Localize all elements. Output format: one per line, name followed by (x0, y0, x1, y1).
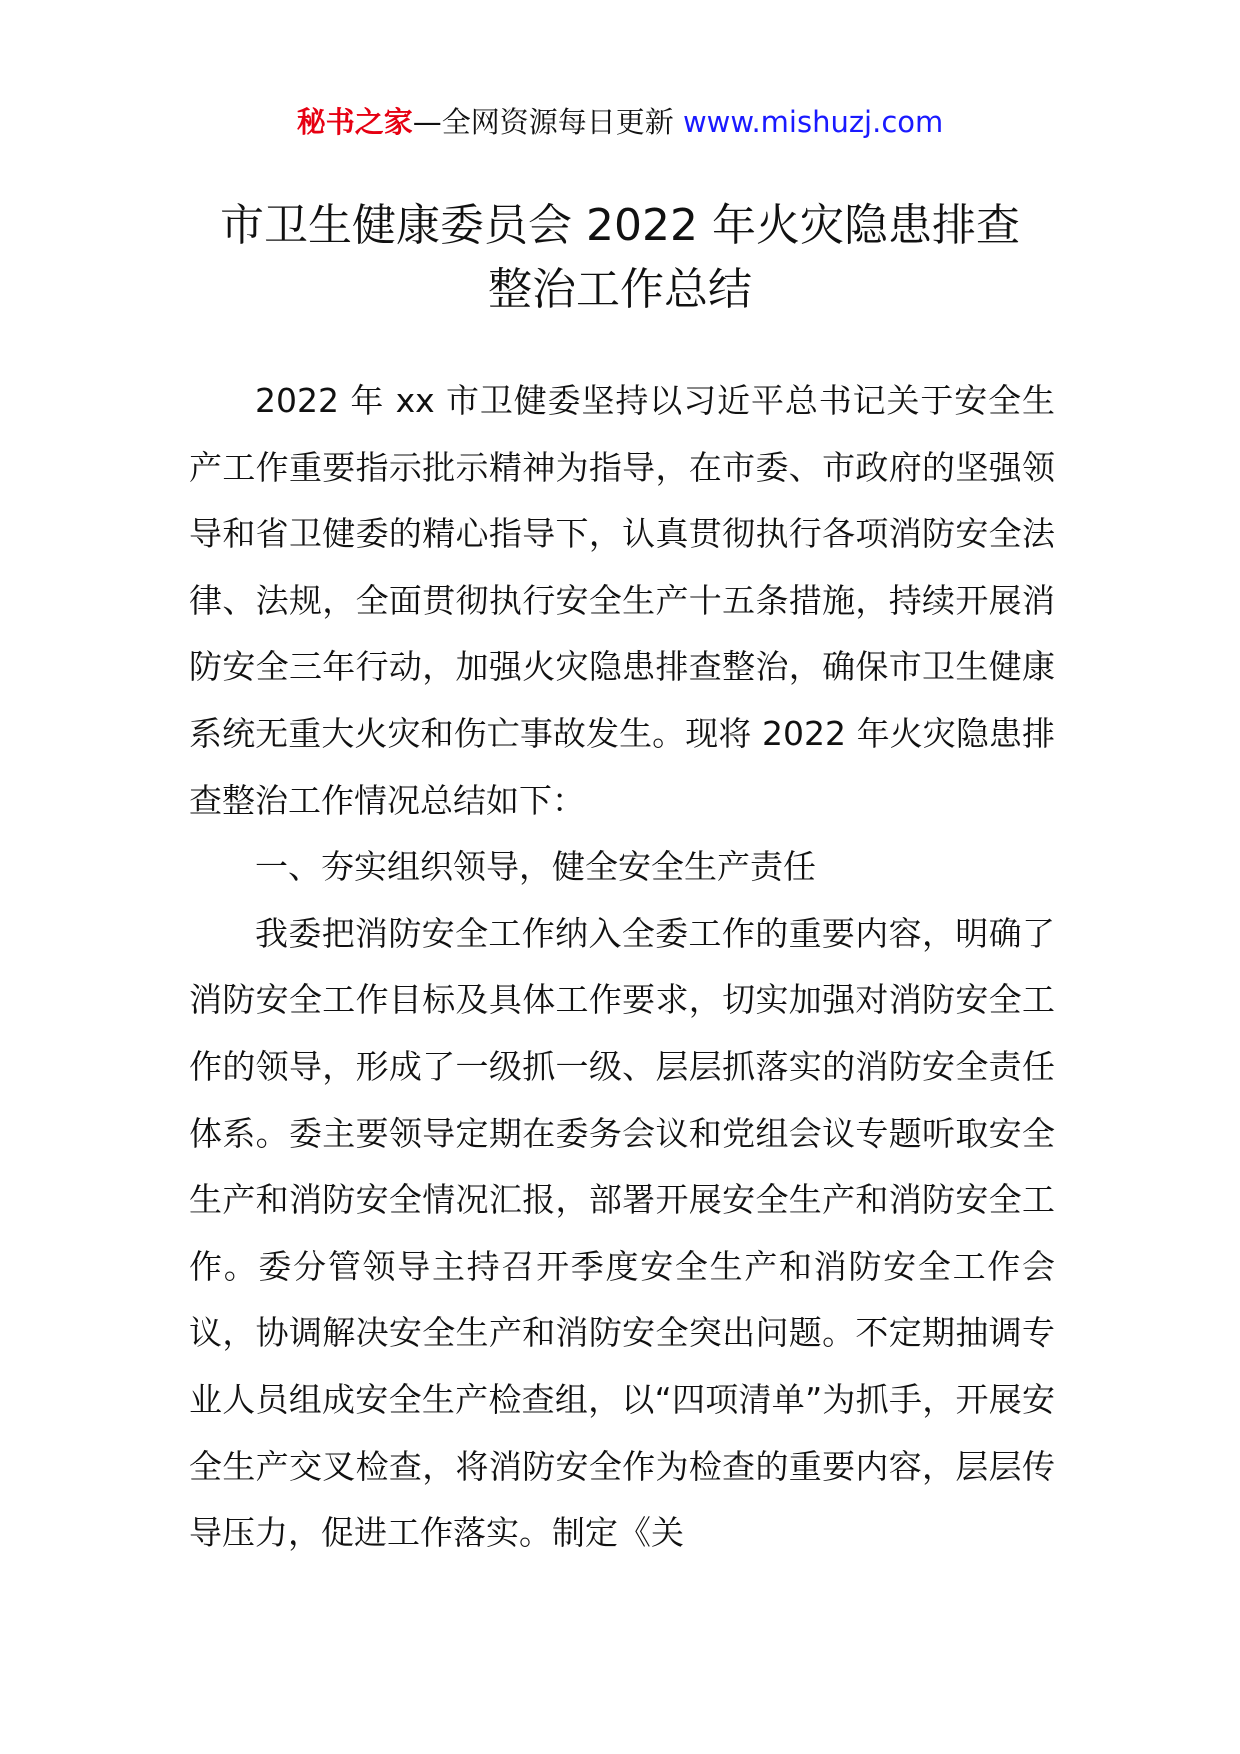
site-header-banner (0, 100, 1240, 144)
document-body (189, 368, 1055, 1567)
document-title (0, 194, 1240, 322)
title-line-1: 市卫生健康委员会 2022 年火灾隐患排查 (220, 200, 1020, 251)
intro-paragraph: 2022 年 xx 市卫健委坚持以习近平总书记关于安全生产工作重要指示批示精神为指导，在市委、市政府的坚强领导和省卫健委的精心指导下，认真贯彻执行各项消防安全法律、法规，全面贯彻执行安全生产十五条措施，持续开展消防安全三年行动，加强火灾隐患排查整治，确保市卫生健康系统无重大火灾和伤亡事故发生。现将 2022 年火灾隐患排查整治工作情况总结如下： (189, 381, 1055, 820)
header-tagline: —全网资源每日更新 (412, 105, 674, 139)
brand-name: 秘书之家 (296, 105, 413, 139)
section-1-paragraph: 我委把消防安全工作纳入全委工作的重要内容，明确了消防安全工作目标及具体工作要求，切实加强对消防安全工作的领导，形成了一级抓一级、层层抓落实的消防安全责任体系。委主要领导定期在委务会议和党组会议专题听取安全生产和消防安全情况汇报，部署开展安全生产和消防安全工作。委分管领导主持召开季度安全生产和消防安全工作会议，协调解决安全生产和消防安全突出问题。不定期抽调专业人员组成安全生产检查组，以“四项清单”为抓手，开展安全生产交叉检查，将消防安全作为检查的重要内容，层层传导压力，促进工作落实。制定《关 (189, 913, 1055, 1553)
site-url-link[interactable]: www.mishuzj.com (682, 105, 944, 139)
title-line-2: 整治工作总结 (488, 264, 752, 315)
section-heading-1: 一、夯实组织领导，健全安全生产责任 (255, 847, 816, 887)
